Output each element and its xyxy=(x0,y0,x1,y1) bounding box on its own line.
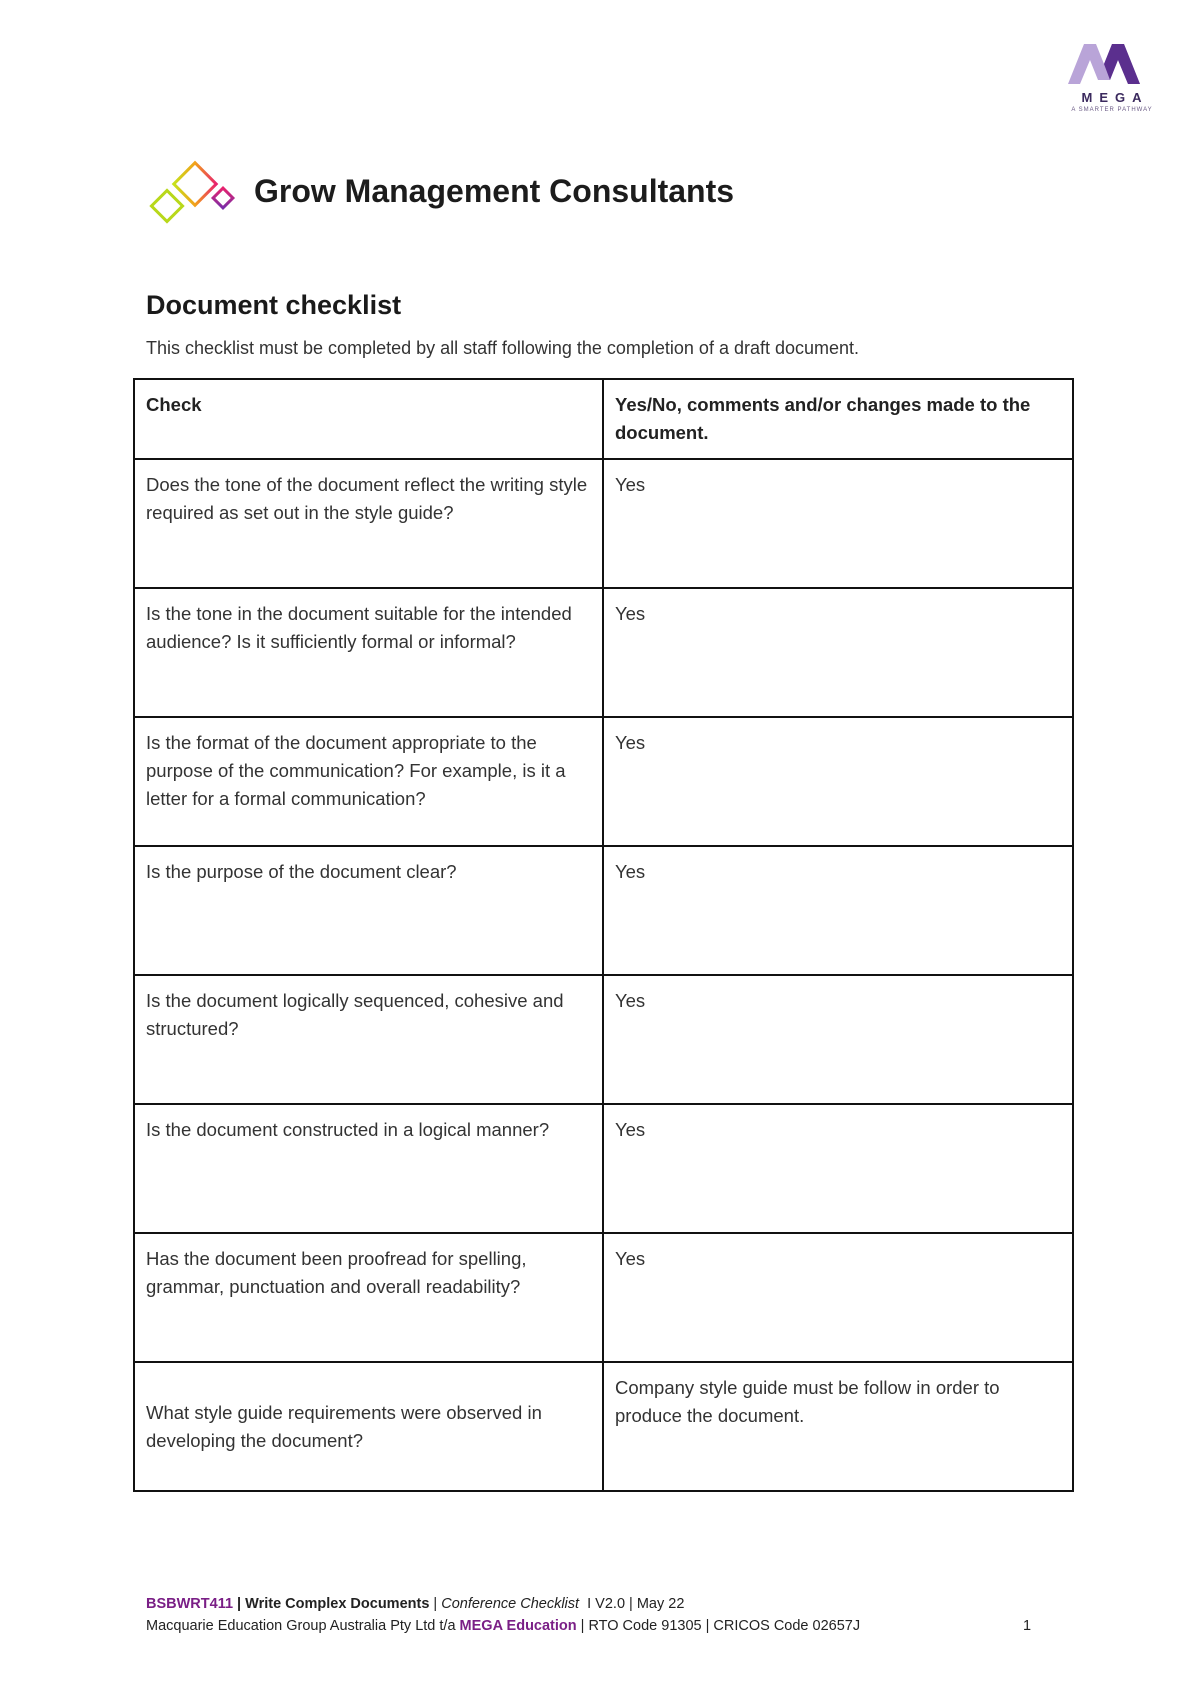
check-cell: Is the tone in the document suitable for the intended audience? Is it sufficiently formal or informal? xyxy=(134,588,603,717)
answer-cell[interactable]: Yes xyxy=(603,846,1073,975)
footer-org-prefix: Macquarie Education Group Australia Pty Ltd t/a xyxy=(146,1618,460,1634)
mega-m-icon xyxy=(1062,38,1146,88)
table-row xyxy=(134,717,1073,846)
answer-cell[interactable]: Yes xyxy=(603,717,1073,846)
footer-separator: | xyxy=(233,1596,246,1612)
company-header xyxy=(146,155,734,227)
footer-line-1 xyxy=(146,1596,1046,1618)
table-row xyxy=(134,846,1073,975)
check-cell: Has the document been proofread for spelling, grammar, punctuation and overall readability? xyxy=(134,1233,603,1362)
footer-doc-name: Conference Checklist xyxy=(441,1596,580,1612)
answer-cell[interactable]: Yes xyxy=(603,459,1073,588)
mega-logo xyxy=(1062,38,1162,113)
table-row xyxy=(134,975,1073,1104)
footer-unit-name: Write Complex Documents xyxy=(245,1596,430,1612)
table-row xyxy=(134,588,1073,717)
page-footer xyxy=(146,1596,1046,1640)
check-cell: Is the document constructed in a logical manner? xyxy=(134,1104,603,1233)
check-cell: Is the document logically sequenced, cohesive and structured? xyxy=(134,975,603,1104)
footer-org-brand: MEGA Education xyxy=(459,1618,577,1634)
table-row xyxy=(134,1233,1073,1362)
diamonds-logo-icon xyxy=(146,155,242,227)
mega-logo-tagline: A SMARTER PATHWAY xyxy=(1071,107,1153,113)
mega-logo-word: MEGA xyxy=(1081,90,1149,105)
table-row xyxy=(134,1362,1073,1491)
check-cell: Is the format of the document appropriate to the purpose of the communication? For example, is it a letter for a formal communication? xyxy=(134,717,603,846)
table-row xyxy=(134,459,1073,588)
table-row xyxy=(134,1104,1073,1233)
footer-unit-code: BSBWRT411 xyxy=(146,1596,234,1612)
check-cell: What style guide requirements were observed in developing the document? xyxy=(134,1362,603,1491)
check-cell: Is the purpose of the document clear? xyxy=(134,846,603,975)
page-number: 1 xyxy=(1023,1618,1032,1634)
header-answer: Yes/No, comments and/or changes made to the document. xyxy=(603,379,1073,459)
footer-org-suffix: | RTO Code 91305 | CRICOS Code 02657J xyxy=(576,1618,861,1634)
intro-text: This checklist must be completed by all staff following the completion of a draft document. xyxy=(146,338,860,358)
answer-cell[interactable]: Yes xyxy=(603,1104,1073,1233)
footer-line-2 xyxy=(146,1618,1046,1640)
answer-cell[interactable]: Yes xyxy=(603,588,1073,717)
company-name: Grow Management Consultants xyxy=(254,172,735,209)
answer-cell[interactable]: Company style guide must be follow in order to produce the document. xyxy=(603,1362,1073,1491)
answer-cell[interactable]: Yes xyxy=(603,975,1073,1104)
checklist-table xyxy=(133,378,1074,1492)
answer-cell[interactable]: Yes xyxy=(603,1233,1073,1362)
page-title: Document checklist xyxy=(146,290,402,320)
footer-separator: | xyxy=(429,1596,442,1612)
table-header-row xyxy=(134,379,1073,459)
footer-version: I V2.0 | May 22 xyxy=(579,1596,685,1612)
check-cell: Does the tone of the document reflect the writing style required as set out in the style guide? xyxy=(134,459,603,588)
header-check: Check xyxy=(134,379,603,459)
